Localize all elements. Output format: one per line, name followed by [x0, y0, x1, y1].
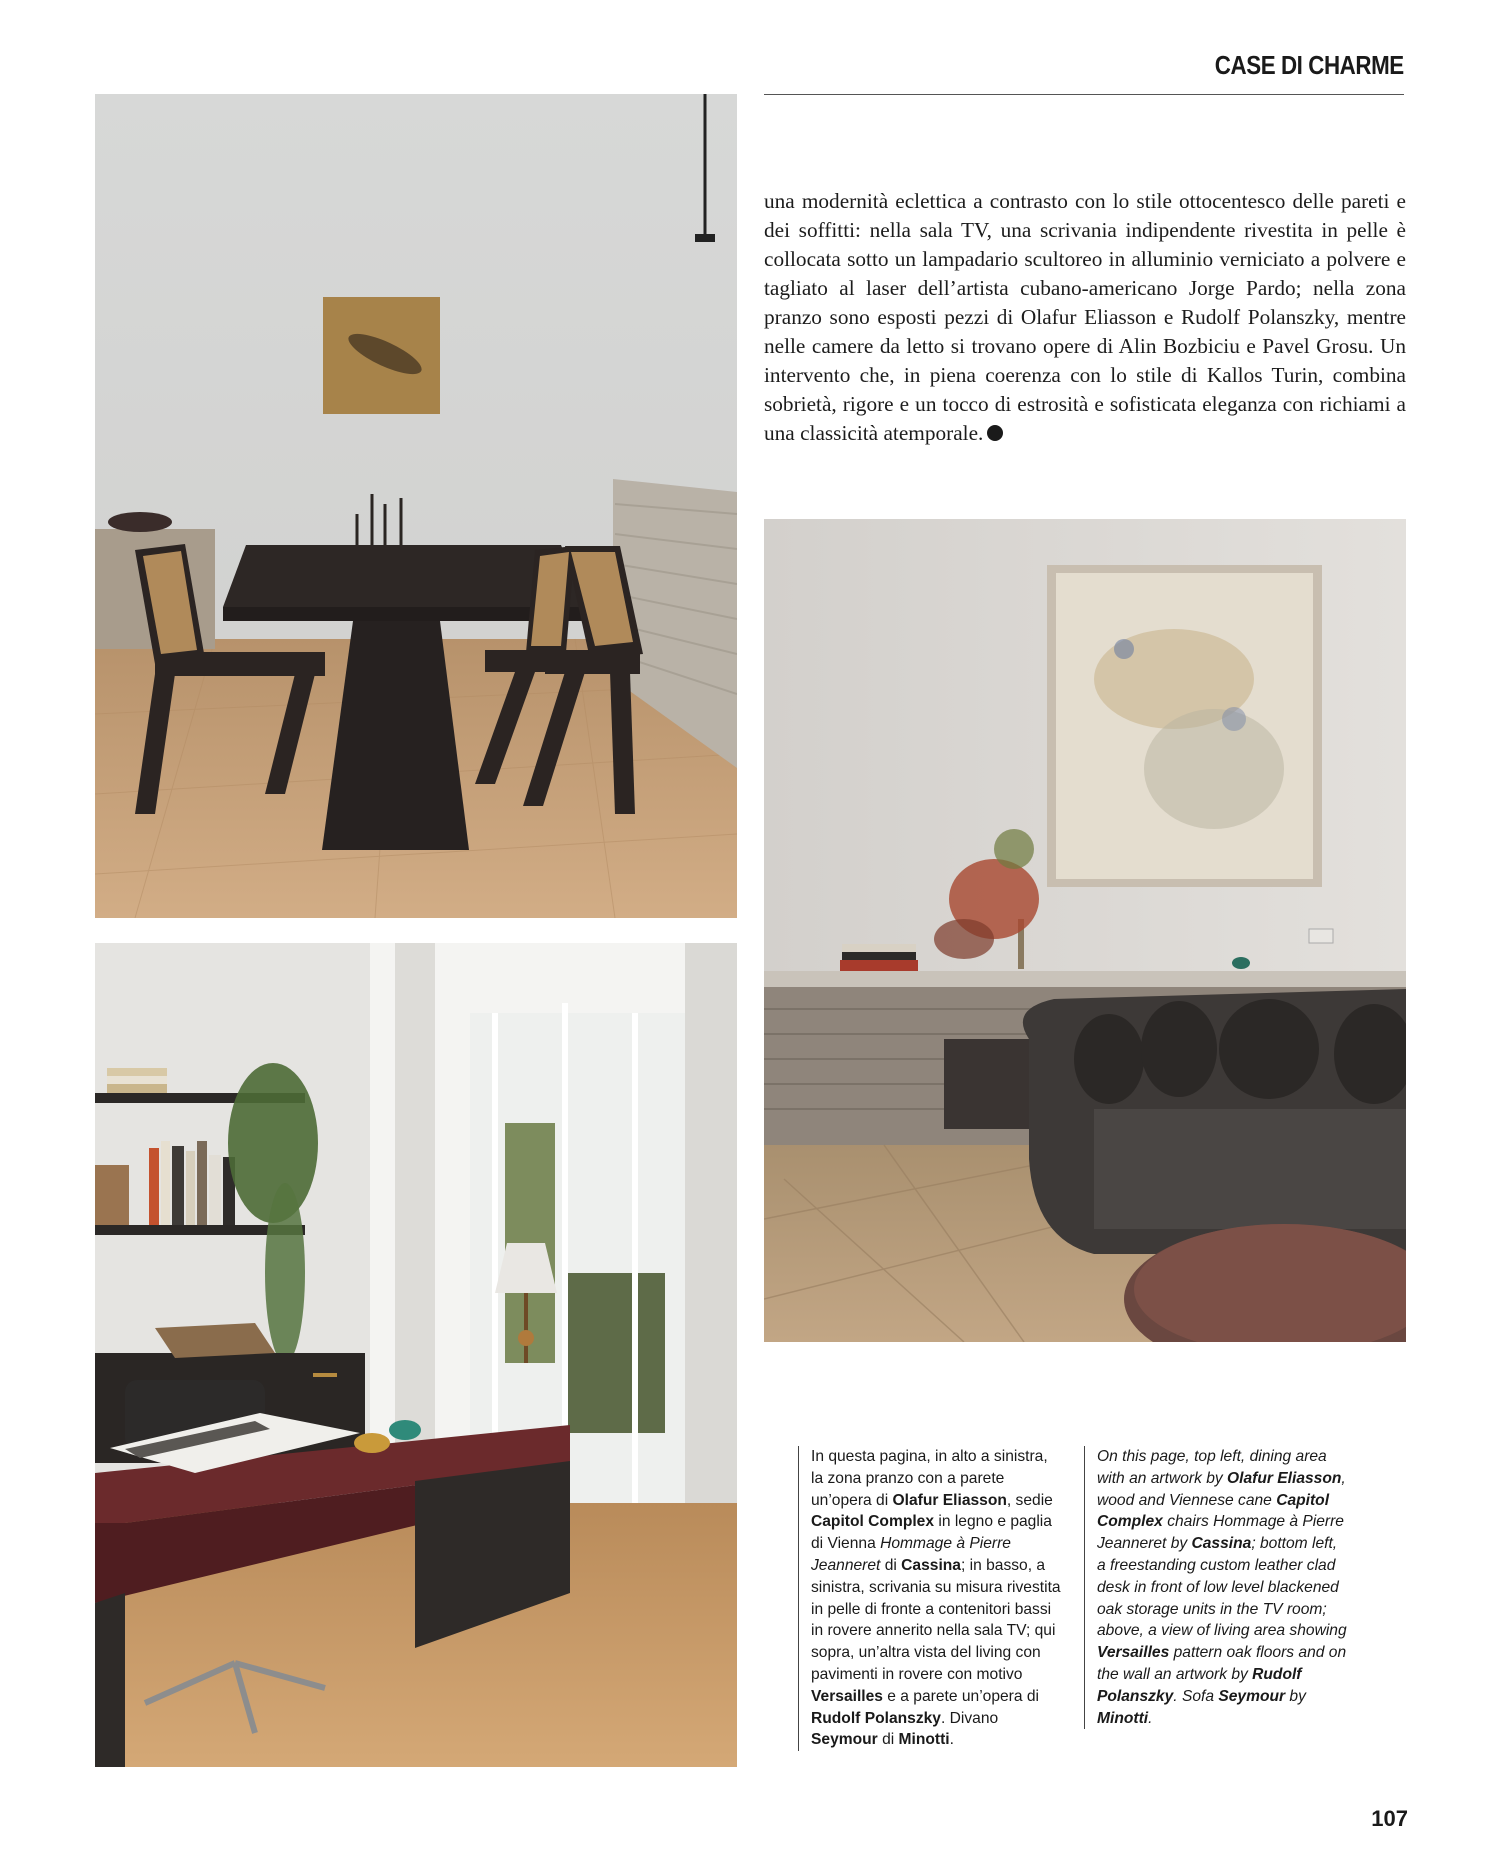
caption-text: ; in basso, a sinistra, scrivania su misura rivestita in pelle di fronte a contenitori bassi in rovere annerito nella sala TV; qui sopra, un’altra vista del living con pavimenti in rovere con motivo [811, 1556, 1061, 1683]
caption-credit: Olafur Eliasson [1227, 1469, 1342, 1487]
caption-text: In questa pagina, in alto a sinistra, la zona pranzo con a parete un’opera di [811, 1448, 1048, 1509]
section-title: CASE DI CHARME [1214, 50, 1404, 80]
caption-credit: Minotti [898, 1731, 950, 1749]
caption-credit: Capitol Complex [811, 1513, 935, 1531]
caption-credit: Minotti [1097, 1709, 1149, 1727]
article-body [764, 187, 1406, 448]
caption-credit: Olafur Eliasson [892, 1491, 1007, 1509]
caption-text: in legno e paglia di Vienna [811, 1513, 1052, 1553]
page-number: 107 [1371, 1806, 1408, 1831]
caption-italian [798, 1446, 1061, 1751]
caption-credit: Versailles [811, 1687, 883, 1705]
caption-credit: Capitol Complex [1097, 1491, 1330, 1531]
caption-text: . [1148, 1709, 1153, 1727]
caption-text: . Sofa [1173, 1687, 1219, 1705]
caption-credit: Versailles [1097, 1644, 1170, 1662]
living-area-photo [764, 519, 1406, 1342]
caption-text: . Divano [940, 1709, 999, 1727]
caption-text: pattern oak floors and on the wall an artwork by [1097, 1644, 1347, 1683]
caption-credit: Seymour [811, 1731, 878, 1749]
caption-credit: Rudolf Polanszky [1097, 1665, 1302, 1705]
caption-text: , wood and Viennese cane [1097, 1469, 1346, 1509]
caption-text: chairs Hommage à Pierre Jeanneret by [1097, 1513, 1344, 1553]
caption-text: Hommage à Pierre Jeanneret [811, 1535, 1011, 1574]
caption-english [1084, 1446, 1347, 1729]
caption-credit: Seymour [1218, 1687, 1286, 1705]
caption-credit: Rudolf Polanszky [811, 1709, 941, 1727]
caption-text: . [949, 1731, 954, 1749]
caption-text: , sedie [1006, 1491, 1053, 1509]
tv-room-desk-photo [95, 943, 737, 1767]
caption-text: e a parete un’opera di [882, 1687, 1040, 1705]
caption-text: by [1285, 1687, 1306, 1705]
header-divider [764, 94, 1404, 95]
caption-text: di [877, 1731, 899, 1749]
caption-text: On this page, top left, dining area with an artwork by [1097, 1448, 1327, 1487]
caption-credit: Cassina [901, 1556, 961, 1574]
caption-text: di [880, 1556, 902, 1574]
caption-credit: Cassina [1191, 1535, 1252, 1553]
end-mark-icon [987, 425, 1003, 441]
article-body-text: una modernità eclettica a contrasto con lo stile ottocentesco delle pareti e dei soffitti: nella sala TV, una scrivania indipendente rivestita in pelle è collocata sotto un lampadario scultoreo in alluminio verniciato a polvere e tagliato al laser dell’artista cubano-americano Jorge Pardo; nella zona pranzo sono esposti pezzi di Olafur Eliasson e Rudolf Polanszky, mentre nelle camere da letto si trovano opere di Alin Bozbiciu e Pavel Grosu. Un intervento che, in piena coerenza con lo stile di Kallos Turin, combina sobrietà, rigore e un tocco di estrosità e sofisticata eleganza con richiami a una classicità atemporale. [764, 189, 1406, 445]
dining-room-photo [95, 94, 737, 918]
caption-text: ; bottom left, a freestanding custom leather clad desk in front of low level blackened oak storage units in the TV room; above, a view of living area showing [1097, 1535, 1347, 1640]
